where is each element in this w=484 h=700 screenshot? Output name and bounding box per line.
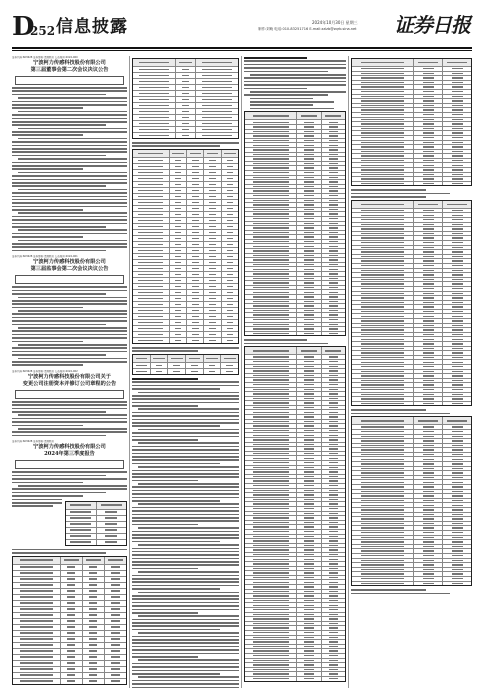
issue-date: 2024年10月30日 星期三 — [312, 20, 358, 25]
data-table — [132, 58, 239, 139]
data-table — [65, 501, 127, 546]
announcement-supervisory-resolution — [12, 255, 127, 366]
data-table — [351, 416, 472, 586]
announcement-title: 变更公司注册资本并修订公司章程的公告 — [22, 380, 117, 387]
contact-line: 制作:刘萌 电话:010-83251716 E-mail:zzlzb@zqrb.sina.net — [258, 27, 357, 31]
announcement-quarterly-report — [12, 440, 127, 684]
announcement-articles-amendment — [12, 370, 127, 437]
announcement-title: 第三届监事会第二次会议决议公告 — [30, 266, 109, 273]
responsibility-statement-box — [15, 460, 124, 469]
data-table — [351, 58, 472, 186]
announcement-company: 宁波柯力传感科技股份有限公司关于 — [27, 373, 111, 380]
announcement-title: 第三届董事会第二次会议决议公告 — [30, 67, 109, 73]
column-divider — [241, 56, 242, 688]
column-divider — [348, 56, 349, 688]
announcement-code-line: 证券代码:603628 证券简称:清源股份 公告编号:2024-062 — [12, 369, 78, 373]
masthead-rule-thin — [12, 50, 472, 51]
page-number: 252 — [30, 24, 56, 38]
announcement-title: 2024年第三季度报告 — [44, 451, 95, 458]
data-table — [132, 354, 239, 375]
section-title: 信息披露 — [56, 17, 128, 37]
section-letter: D — [12, 12, 35, 42]
masthead-rule — [12, 47, 472, 49]
data-table — [132, 149, 239, 344]
announcement-code-line: 证券代码:603628 证券简称:清源股份 公告编号:2024-060 — [12, 56, 78, 59]
section-heading — [244, 57, 346, 59]
paper-logo: 证券日报 — [394, 13, 470, 37]
column-divider — [129, 56, 130, 688]
data-table — [244, 111, 346, 336]
column-1 — [12, 56, 127, 688]
section-heading — [132, 378, 239, 380]
announcement-company: 宁波柯力传感科技股份有限公司 — [33, 60, 106, 66]
announcement-company: 宁波柯力传感科技股份有限公司 — [33, 259, 106, 266]
data-table — [244, 346, 346, 681]
announcement-company: 宁波柯力传感科技股份有限公司 — [33, 444, 106, 451]
data-table — [351, 200, 472, 407]
column-4 — [351, 56, 472, 688]
data-table — [12, 556, 127, 685]
masthead — [12, 10, 472, 46]
announcement-code-line: 证券代码:603628 证券简称:清源股份 公告编号:2024-061 — [12, 255, 78, 259]
announcement-board-resolution — [12, 56, 127, 251]
announcement-code-line: 证券代码:603628 证券简称:清源股份 — [12, 440, 55, 444]
responsibility-statement-box — [15, 275, 124, 284]
responsibility-statement-box — [15, 390, 124, 399]
column-3 — [244, 56, 346, 688]
responsibility-statement-box — [15, 76, 124, 85]
column-2 — [132, 56, 239, 688]
